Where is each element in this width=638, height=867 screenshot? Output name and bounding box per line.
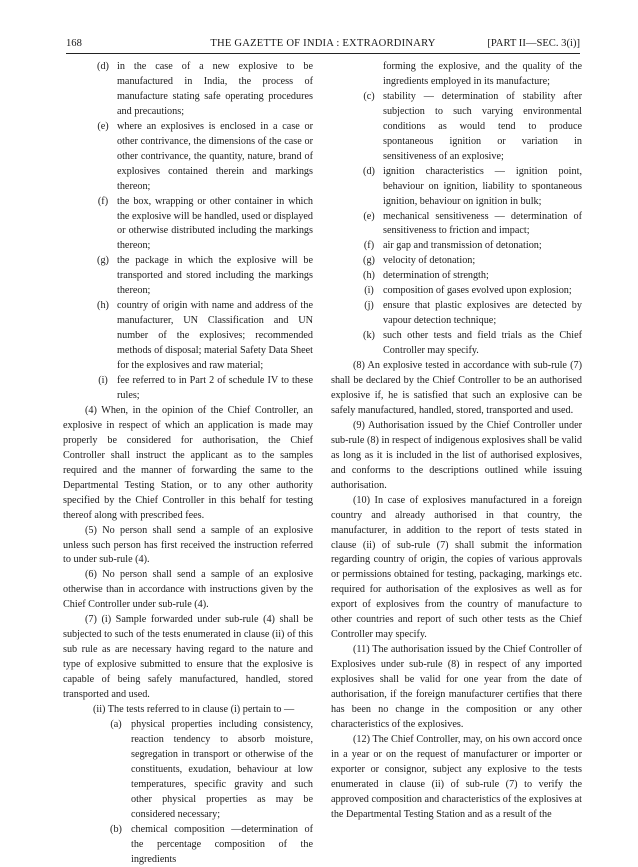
continued-item-text: forming the explosive, and the quality of the ingredients employed in its manufacture; <box>383 61 582 87</box>
item-text: such other tests and field trials as the Chief Controller may specify. <box>383 330 582 357</box>
item-label: (h) <box>97 300 109 312</box>
item-text: ensure that plastic explosives are detected by vapour detection technique; <box>383 300 582 327</box>
section-reference: [PART II—SEC. 3(i)] <box>487 38 580 49</box>
paragraph-8: (8) An explosive tested in accordance with sub-rule (7) shall be declared by the Chief Controller to be an authorised explosive if, he is satisfied that such an explosive can be safely manufactured, handled, stored, transported and used. <box>331 360 582 416</box>
list-item <box>331 284 582 299</box>
item-text: physical properties including consistency, reaction tendency to absorb moisture, segregation in transport or otherwise of the constituents, exudation, behaviour at low temperatures, specific gravity and such other physical properties as may be considered necessary; <box>131 718 313 820</box>
item-text: the package in which the explosive will be transported and stored including the markings thereon; <box>117 255 313 297</box>
gazette-title: THE GAZETTE OF INDIA : EXTRAORDINARY <box>210 38 436 49</box>
list-item <box>63 120 313 195</box>
list-item <box>331 299 582 329</box>
list-item <box>331 254 582 269</box>
list-item <box>331 165 582 210</box>
item-label: (i) <box>98 375 108 387</box>
item-text: air gap and transmission of detonation; <box>383 240 542 252</box>
page-header <box>66 37 580 51</box>
paragraph-11: (11) The authorisation issued by the Chief Controller of Explosives under sub-rule (8) in respect of any imported explosives shall be valid for one year from the date of authorisation, if the foreign manufacturer certifies that there has been no change in the composition or any other characteristics of the explosives. <box>331 644 582 730</box>
list-item <box>331 329 582 359</box>
item-text: velocity of detonation; <box>383 255 476 267</box>
list-item <box>63 823 313 867</box>
left-column <box>63 60 313 867</box>
item-label: (f) <box>97 195 109 207</box>
list-item <box>331 90 582 165</box>
item-text: determination of strength; <box>383 270 489 282</box>
item-label: (b) <box>110 823 122 835</box>
list-item <box>63 195 313 255</box>
item-text: mechanical sensitiveness — determination of sensitiveness to friction and impact; <box>383 210 582 237</box>
item-label: (h) <box>363 270 375 282</box>
paragraph-4: (4) When, in the opinion of the Chief Controller, an explosive in respect of which an application is made may properly be considered for authorisation, the Chief Controller shall instruct the applicant as to the samples required and the manner of forwarding the same to the Departmental Testing Station, or to any other authority specified by the Chief Controller in this behalf for testing thereof along with prescribed fees. <box>63 404 313 521</box>
right-column <box>331 60 582 823</box>
list-item <box>63 299 313 374</box>
item-label: (e) <box>363 210 375 222</box>
list-item <box>331 239 582 254</box>
list-item <box>63 254 313 299</box>
item-text: country of origin with name and address of the manufacturer, UN Classification and UN number of the explosives; recommended methods of disposal; material Safety Data Sheet for the explosives and raw material; <box>117 300 313 372</box>
item-label: (e) <box>97 120 109 132</box>
header-rule <box>66 53 580 54</box>
paragraph-7: (7) (i) Sample forwarded under sub-rule (4) shall be subjected to such of the tests enumerated in clause (ii) of this sub rule as are necessary having regard to the nature and type of explosive submitted to ensure that the explosive is capable of being safely manufactured, handled, stored transported and used. <box>63 614 313 701</box>
item-text: fee referred to in Part 2 of schedule IV to these rules; <box>117 375 313 401</box>
item-text: stability — determination of stability after subjection to such varying environmental conditions as would tend to produce spontaneous ignition or variation in sensitiveness of an explosive; <box>383 90 582 162</box>
paragraph-7-clause-ii: (ii) The tests referred to in clause (i) pertain to — <box>93 703 295 715</box>
item-label: (f) <box>363 240 375 252</box>
paragraph-5: (5) No person shall send a sample of an explosive unless such person has first received the instruction referred to under sub-rule (4). <box>63 524 313 566</box>
paragraph-12: (12) The Chief Controller, may, on his own accord once in a year or on the request of manufacturer or importer or exporter or consignor, subject any explosive to the tests enumerated in clause (ii) of sub-rule (7) to verify the approved composition and characteristics of the explosives at the Departmental Testing Station and as a result of the <box>331 733 582 820</box>
item-label: (g) <box>363 255 375 267</box>
paragraph-6: (6) No person shall send a sample of an explosive otherwise than in accordance with instructions given by the Chief Controller under sub-rule (4). <box>63 569 313 611</box>
list-item <box>331 210 582 240</box>
item-label: (c) <box>363 90 375 102</box>
item-text: composition of gases evolved upon explosion; <box>383 285 572 297</box>
list-item <box>63 718 313 823</box>
list-item <box>63 60 313 120</box>
item-label: (i) <box>364 285 374 297</box>
item-text: in the case of a new explosive to be manufactured in India, the process of manufacture stating safe operating procedures and precautions; <box>117 61 313 117</box>
item-text: the box, wrapping or other container in which the explosive will be handled, used or displayed or otherwise distributed including the markings thereon; <box>117 195 313 252</box>
list-item <box>63 374 313 404</box>
item-text: where an explosives is enclosed in a case or other contrivance, the dimensions of the case or other contrivance, the quantity, nature, brand of explosives contained therein and markings thereon; <box>117 120 313 192</box>
item-text: ignition characteristics — ignition point, behaviour on ignition, liability to spontaneous ignition, behaviour on ignition in bulk; <box>383 165 582 207</box>
item-label: (j) <box>364 300 374 312</box>
page-number: 168 <box>66 38 82 49</box>
item-label: (g) <box>97 255 109 267</box>
item-label: (a) <box>110 718 122 730</box>
item-label: (d) <box>97 61 109 72</box>
paragraph-9: (9) Authorisation issued by the Chief Controller under sub-rule (8) in respect of indigenous explosives shall be valid as long as it is included in the list of authorised explosives, and conforms to the descriptions outlined while issuing authorisation. <box>331 419 582 491</box>
list-item <box>331 269 582 284</box>
paragraph-10: (10) In case of explosives manufactured in a foreign country and already authorised in that country, the manufacturer, in addition to the report of tests stated in clause (ii) of sub-rule (7) shall submit the information regarding country of origin, the copies of various approvals or permissions obtained for testing, packaging, markings etc. required for authorisation of the explosives as well as for export of explosives from the country of manufacture to other countries and report of such other tests as the Chief Controller may specify. <box>331 494 582 641</box>
item-label: (d) <box>363 165 375 177</box>
item-label: (k) <box>363 330 375 342</box>
item-text: chemical composition —determination of the percentage composition of the ingredients <box>131 823 313 865</box>
